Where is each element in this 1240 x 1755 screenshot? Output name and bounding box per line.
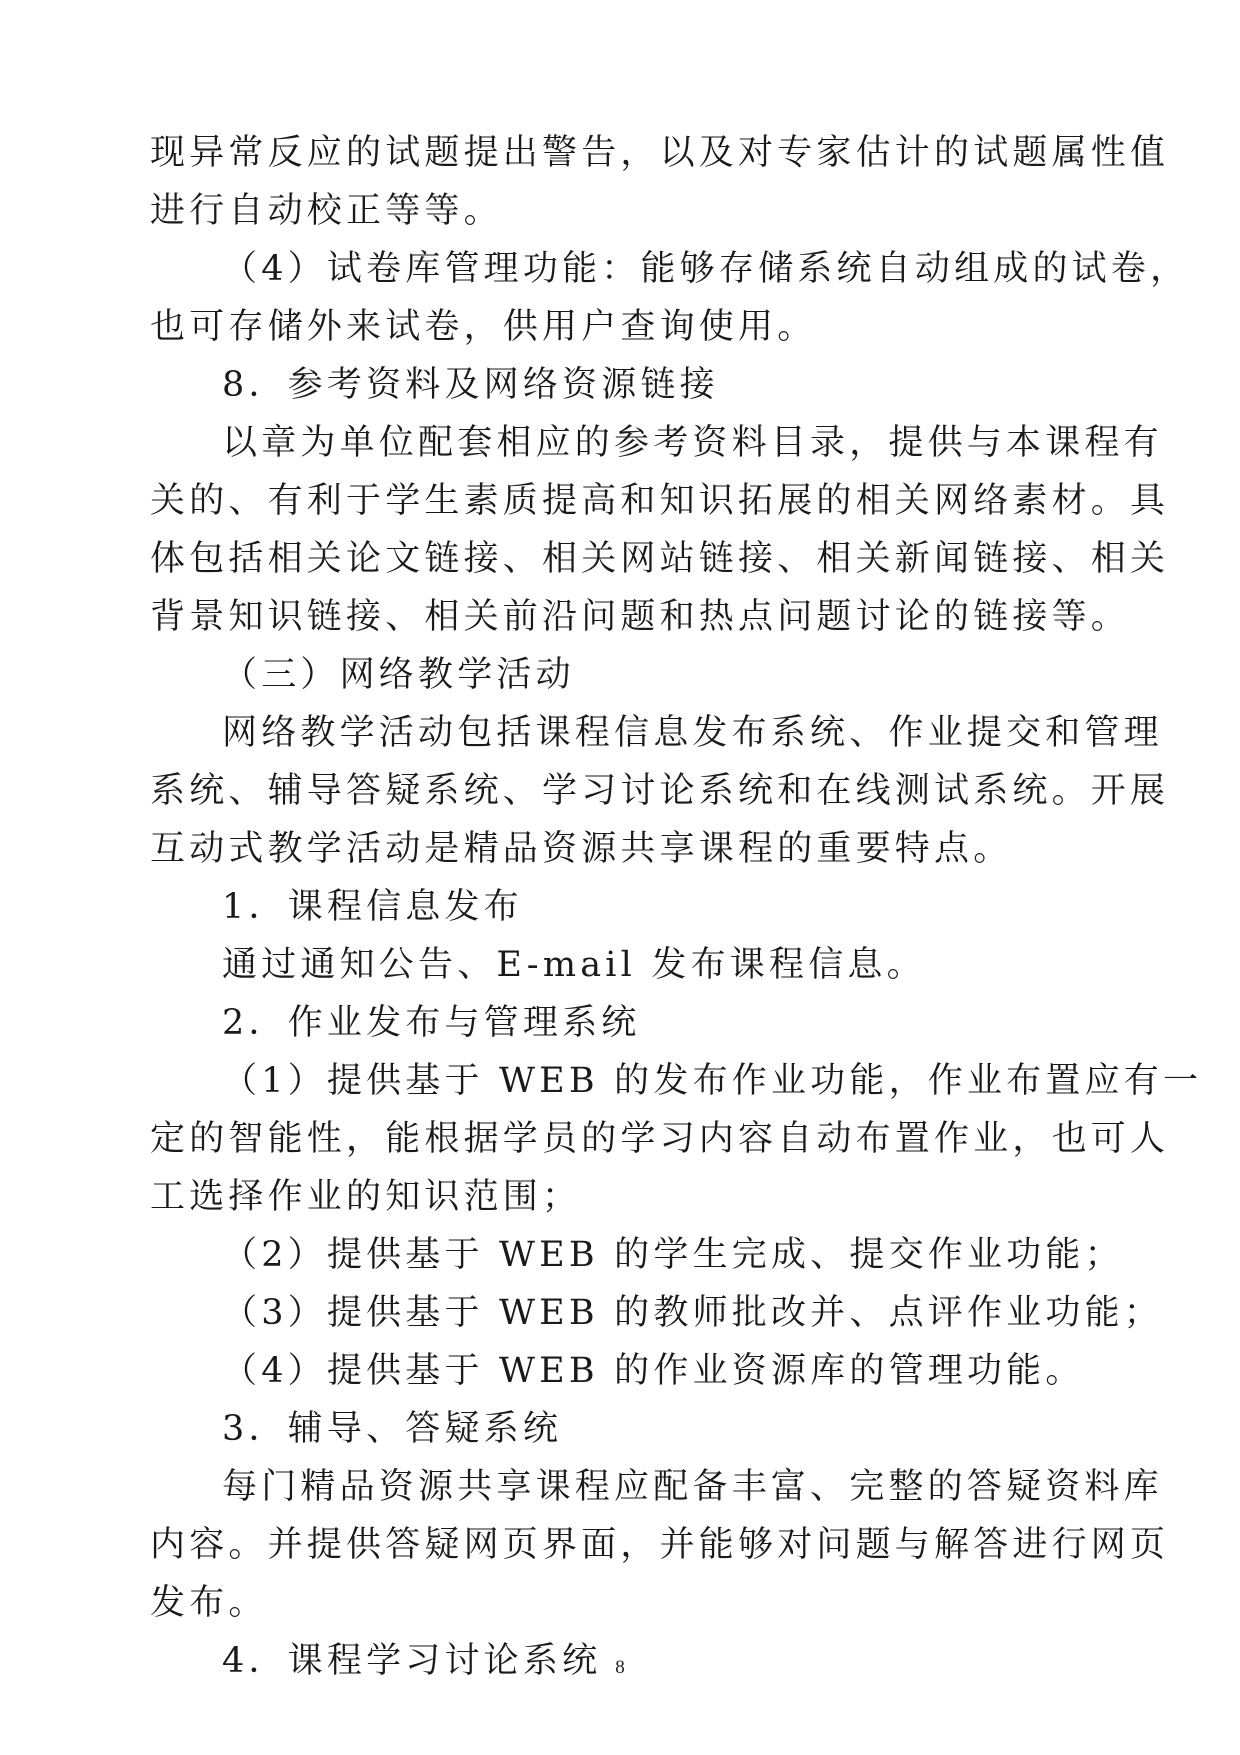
text-line: 背景知识链接、相关前沿问题和热点问题讨论的链接等。 (150, 597, 1131, 637)
text-line: 系统、辅导答疑系统、学习讨论系统和在线测试系统。开展 (150, 771, 1170, 811)
section-heading: 1．课程信息发布 (222, 887, 523, 927)
text-line: 每门精品资源共享课程应配备丰富、完整的答疑资料库 (222, 1467, 1163, 1507)
text-line: 也可存储外来试卷，供用户查询使用。 (150, 307, 817, 347)
text-line: 互动式教学活动是精品资源共享课程的重要特点。 (150, 829, 1013, 869)
text-line: （3）提供基于 WEB 的教师批改并、点评作业功能； (222, 1293, 1163, 1333)
text-line: （2）提供基于 WEB 的学生完成、提交作业功能； (222, 1235, 1124, 1275)
text-line: 通过通知公告、E-mail 发布课程信息。 (222, 945, 926, 985)
text-line: 网络教学活动包括课程信息发布系统、作业提交和管理 (222, 713, 1163, 753)
section-heading: 3．辅导、答疑系统 (222, 1409, 563, 1449)
text-line: 发布。 (150, 1583, 268, 1623)
page-number: 8 (615, 1657, 625, 1678)
text-line: （4）试卷库管理功能：能够存储系统自动组成的试卷， (222, 249, 1190, 289)
text-line: 体包括相关论文链接、相关网站链接、相关新闻链接、相关 (150, 539, 1170, 579)
text-line: 以章为单位配套相应的参考资料目录，提供与本课程有 (222, 423, 1163, 463)
section-heading: 2．作业发布与管理系统 (222, 1003, 641, 1043)
text-line: 现异常反应的试题提出警告，以及对专家估计的试题属性值 (150, 133, 1170, 173)
text-line: （4）提供基于 WEB 的作业资源库的管理功能。 (222, 1351, 1085, 1391)
body-text (150, 124, 1203, 1690)
text-line: （1）提供基于 WEB 的发布作业功能，作业布置应有一 (222, 1061, 1203, 1101)
text-line: 进行自动校正等等。 (150, 191, 503, 231)
section-heading: 8．参考资料及网络资源链接 (222, 365, 719, 405)
section-heading: 4．课程学习讨论系统 (222, 1641, 602, 1681)
text-line: 定的智能性，能根据学员的学习内容自动布置作业，也可人 (150, 1119, 1170, 1159)
text-line: 工选择作业的知识范围； (150, 1177, 582, 1217)
text-line: 内容。并提供答疑网页界面，并能够对问题与解答进行网页 (150, 1525, 1170, 1565)
section-heading: （三）网络教学活动 (222, 655, 575, 695)
text-line: 关的、有利于学生素质提高和知识拓展的相关网络素材。具 (150, 481, 1170, 521)
